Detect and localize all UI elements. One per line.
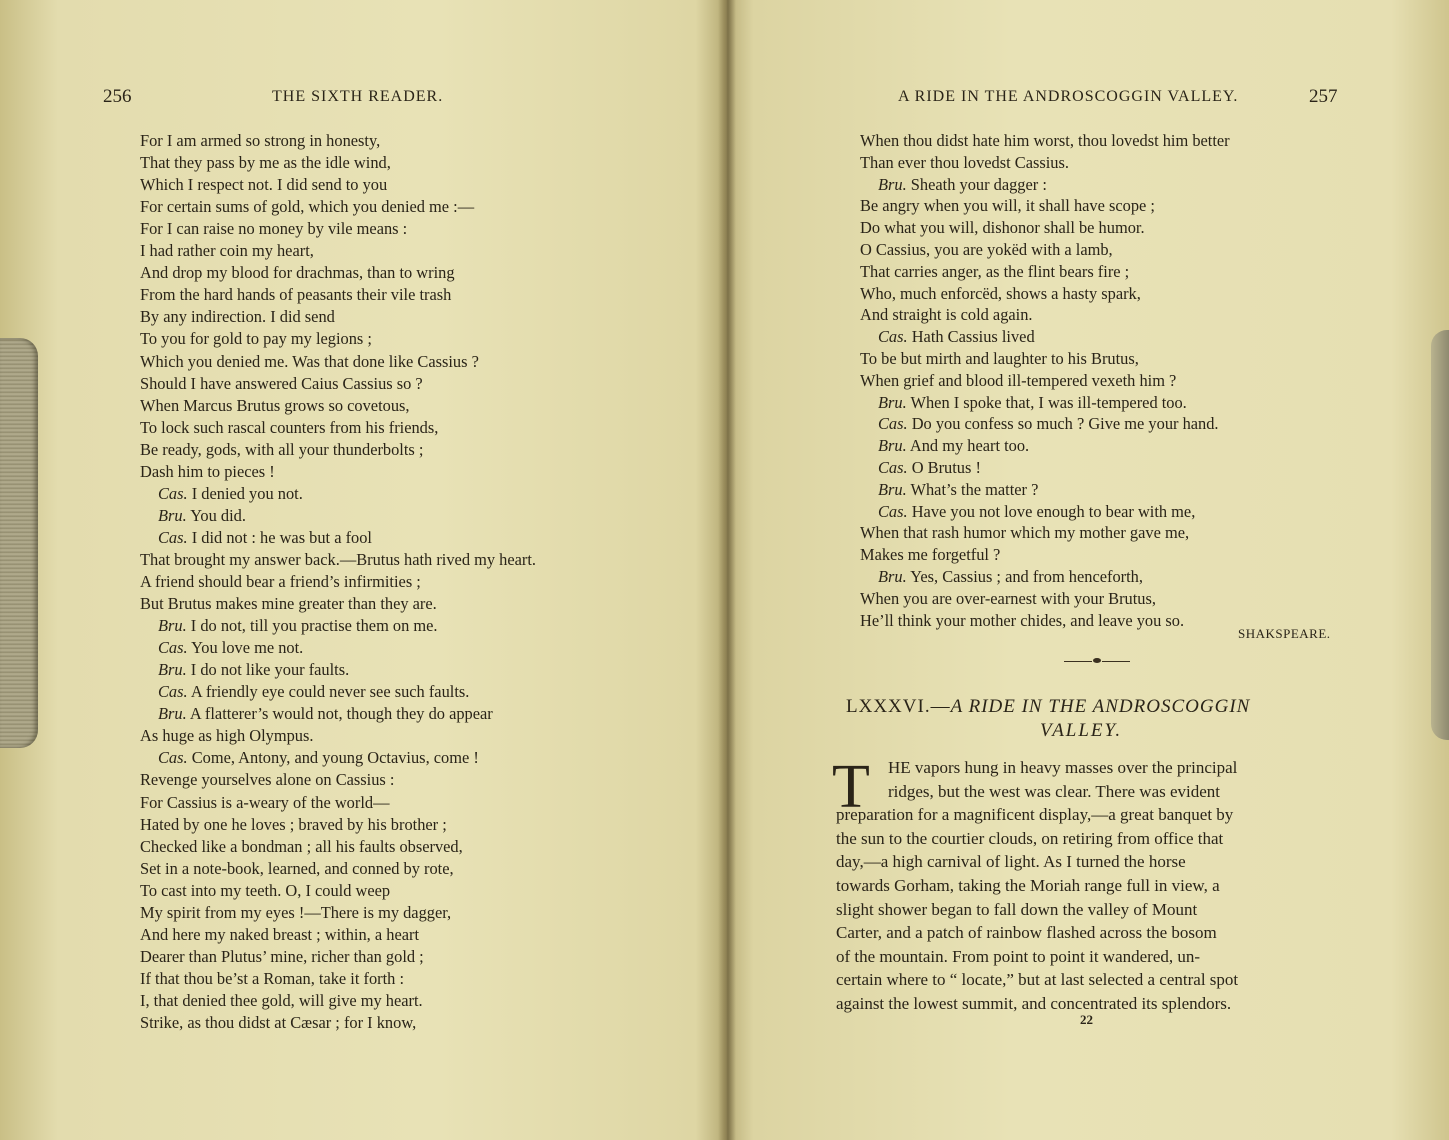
line-text: When thou didst hate him worst, thou lovedst him better <box>860 131 1230 150</box>
line-text: And here my naked breast ; within, a heart <box>140 924 420 944</box>
text-line <box>860 523 1189 543</box>
line-text: Do what you will, dishonor shall be humor. <box>860 218 1145 238</box>
speaker-label: Cas. <box>158 748 188 768</box>
speaker-label: Cas. <box>158 682 188 702</box>
line-text: For certain sums of gold, which you denied me :— <box>140 197 475 217</box>
text-line <box>140 881 390 901</box>
speaker-label: Cas. <box>878 501 908 521</box>
line-text: Who, much enforcëd, shows a hasty spark, <box>860 283 1141 303</box>
text-line <box>878 414 1219 434</box>
text-line <box>140 770 394 790</box>
text-line <box>860 545 1000 565</box>
text-line <box>140 329 372 349</box>
line-text: I do not like your faults. <box>190 660 350 680</box>
text-line <box>140 440 423 460</box>
line-text: Revenge yourselves alone on Cassius : <box>140 770 395 790</box>
text-line <box>878 393 1187 413</box>
speaker-label: Cas. <box>878 414 908 434</box>
line-text: For Cassius is a-weary of the world— <box>140 792 390 812</box>
prose-line: day,—a high carnival of light. As I turned the horse <box>836 852 1186 872</box>
text-line <box>140 903 451 923</box>
signature-mark: 22 <box>1080 1012 1093 1027</box>
prose-line: HE vapors hung in heavy masses over the principal <box>888 758 1238 777</box>
text-line <box>140 175 387 195</box>
page-number-left: 256 <box>103 86 132 107</box>
speaker-label: Bru. <box>878 567 907 586</box>
text-line <box>878 458 981 478</box>
line-text: Than ever thou lovedst Cassius. <box>860 152 1069 172</box>
text-line <box>140 263 455 283</box>
line-text: For I can raise no money by vile means : <box>140 219 408 239</box>
line-text: By any indirection. I did send <box>140 307 335 327</box>
text-line <box>140 352 479 372</box>
text-line <box>158 704 493 724</box>
text-line <box>140 572 421 592</box>
speaker-label: Bru. <box>878 392 907 412</box>
text-line <box>878 175 1047 195</box>
text-line <box>140 241 314 261</box>
line-text: When that rash humor which my mother gave me, <box>860 523 1190 543</box>
running-head-right: A RIDE IN THE ANDROSCOGGIN VALLEY. <box>898 88 1239 105</box>
line-text: Set in a note-book, learned, and conned by rote, <box>140 858 454 878</box>
text-line <box>878 567 1143 587</box>
line-text: Yes, Cassius ; and from henceforth, <box>910 567 1143 586</box>
prose-line: certain where to “ locate,” but at last selected a central spot <box>836 970 1239 990</box>
line-text: Do you confess so much ? Give me your hand. <box>911 414 1219 434</box>
text-line <box>140 1013 416 1033</box>
prose-line: Carter, and a patch of rainbow flashed across the bosom <box>836 923 1217 943</box>
text-line <box>140 153 391 173</box>
drop-cap: T <box>832 753 870 821</box>
chapter-heading <box>846 696 1250 718</box>
text-line <box>158 638 303 658</box>
line-text: Dash him to pieces ! <box>140 461 275 481</box>
chapter-title-line2: VALLEY. <box>1040 720 1123 741</box>
text-line <box>140 285 451 305</box>
line-text: I do not, till you practise them on me. <box>190 616 438 636</box>
line-text: If that thou be’st a Roman, take it forth : <box>140 968 405 988</box>
text-line <box>860 131 1230 151</box>
line-text: And drop my blood for drachmas, than to wring <box>140 263 455 283</box>
text-line <box>140 197 474 217</box>
text-line <box>140 925 419 945</box>
chapter-title-line1: A RIDE IN THE ANDROSCOGGIN <box>950 696 1251 717</box>
text-line <box>140 462 275 482</box>
line-text: A friend should bear a friend’s infirmities ; <box>140 572 421 591</box>
line-text: For I am armed so strong in honesty, <box>140 131 381 150</box>
text-line <box>140 793 389 813</box>
line-text: A friendly eye could never see such faults. <box>190 682 470 702</box>
speaker-label: Cas. <box>878 458 908 477</box>
text-line <box>140 219 407 239</box>
prose-line: preparation for a magnificent display,—a great banquet by <box>836 805 1234 825</box>
line-text: When Marcus Brutus grows so covetous, <box>140 395 410 415</box>
line-text: Be angry when you will, it shall have scope ; <box>860 196 1155 216</box>
speaker-label: Bru. <box>158 660 187 680</box>
prose-line: the sun to the courtier clouds, on retiring from office that <box>836 828 1224 848</box>
line-text: I, that denied thee gold, will give my heart. <box>140 990 423 1010</box>
text-line <box>878 436 1029 456</box>
prose-line: slight shower began to fall down the valley of Mount <box>836 899 1198 919</box>
line-text: To lock such rascal counters from his friends, <box>140 417 439 437</box>
attribution: SHAKSPEARE. <box>1238 626 1331 641</box>
text-line <box>878 480 1038 500</box>
line-text: That they pass by me as the idle wind, <box>140 153 391 173</box>
left-page <box>0 0 724 1140</box>
line-text: Makes me forgetful ? <box>860 545 1001 565</box>
line-text: O Brutus ! <box>911 458 981 477</box>
speaker-label: Cas. <box>158 483 188 503</box>
line-text: I had rather coin my heart, <box>140 241 314 261</box>
line-text: To be but mirth and laughter to his Brutus, <box>860 349 1139 368</box>
line-text: Strike, as thou didst at Cæsar ; for I know, <box>140 1013 417 1032</box>
text-line <box>860 589 1156 609</box>
text-line <box>140 594 437 614</box>
line-text: He’ll think your mother chides, and leave you so. <box>860 610 1185 630</box>
line-text: Which you denied me. Was that done like Cassius ? <box>140 351 479 371</box>
text-line <box>860 611 1184 631</box>
line-text: Dearer than Plutus’ mine, richer than gold ; <box>140 946 424 966</box>
text-line <box>140 131 380 151</box>
line-text: Hath Cassius lived <box>911 327 1035 347</box>
text-line <box>860 262 1129 282</box>
line-text: Sheath your dagger : <box>910 174 1047 194</box>
line-text: I denied you not. <box>191 483 303 503</box>
text-line <box>140 396 410 416</box>
text-line <box>860 218 1145 238</box>
text-line <box>140 947 424 967</box>
line-text: Checked like a bondman ; all his faults observed, <box>140 836 463 856</box>
speaker-label: Bru. <box>878 479 907 499</box>
running-head-left: THE SIXTH READER. <box>272 88 444 105</box>
line-text: Be ready, gods, with all your thunderbolts ; <box>140 439 424 459</box>
text-line <box>158 748 479 768</box>
text-line <box>140 374 423 394</box>
text-line <box>158 506 246 526</box>
text-line <box>860 240 1113 260</box>
chapter-number: LXXXVI.— <box>846 696 951 717</box>
prose-line: against the lowest summit, and concentrated its splendors. <box>836 994 1232 1013</box>
line-text: When grief and blood ill-tempered vexeth him ? <box>860 370 1177 390</box>
text-line <box>140 969 404 989</box>
text-line <box>158 616 438 636</box>
text-line <box>140 418 438 438</box>
text-line <box>140 726 313 746</box>
speaker-label: Cas. <box>158 638 188 658</box>
text-line <box>140 307 335 327</box>
speaker-label: Bru. <box>878 436 907 456</box>
speaker-label: Cas. <box>878 327 908 347</box>
text-line <box>158 682 469 702</box>
line-text: What’s the matter ? <box>910 479 1039 499</box>
text-line <box>860 196 1155 216</box>
text-line <box>860 153 1069 173</box>
line-text: I did not : he was but a fool <box>191 527 372 547</box>
text-line <box>140 815 447 835</box>
line-text: That carries anger, as the flint bears fire ; <box>860 261 1130 281</box>
speaker-label: Bru. <box>158 704 187 724</box>
text-line <box>140 550 536 570</box>
text-line <box>140 859 454 879</box>
page-number-right: 257 <box>1309 86 1338 107</box>
line-text: Have you not love enough to bear with me, <box>911 501 1196 521</box>
speaker-label: Bru. <box>878 174 907 194</box>
line-text: Hated by one he loves ; braved by his brother ; <box>140 814 447 834</box>
line-text: You love me not. <box>191 638 304 658</box>
line-text: A flatterer’s would not, though they do appear <box>189 704 493 724</box>
line-text: Come, Antony, and young Octavius, come ! <box>191 748 479 768</box>
text-line <box>860 284 1141 304</box>
text-line <box>158 660 349 680</box>
line-text: Which I respect not. I did send to you <box>140 175 388 195</box>
line-text: And straight is cold again. <box>860 305 1033 325</box>
text-line <box>878 327 1035 347</box>
line-text: Should I have answered Caius Cassius so ? <box>140 373 423 393</box>
prose-line: towards Gorham, taking the Moriah range full in view, a <box>836 876 1220 895</box>
text-line <box>878 502 1195 522</box>
line-text: To cast into my teeth. O, I could weep <box>140 880 391 900</box>
line-text: From the hard hands of peasants their vile trash <box>140 285 452 305</box>
line-text: As huge as high Olympus. <box>140 726 314 746</box>
text-line <box>158 484 303 504</box>
line-text: O Cassius, you are yokëd with a lamb, <box>860 240 1113 259</box>
speaker-label: Cas. <box>158 527 188 547</box>
line-text: When you are over-earnest with your Brutus, <box>860 588 1156 608</box>
prose-line: ridges, but the west was clear. There was evident <box>888 781 1221 801</box>
line-text: That brought my answer back.—Brutus hath rived my heart. <box>140 549 537 569</box>
text-line <box>860 305 1033 325</box>
speaker-label: Bru. <box>158 505 187 525</box>
prose-line: of the mountain. From point to point it wandered, un- <box>836 946 1201 966</box>
line-text: My spirit from my eyes !—There is my dagger, <box>140 902 452 922</box>
text-line <box>860 349 1139 369</box>
text-line <box>140 991 423 1011</box>
text-line <box>860 371 1176 391</box>
text-line <box>158 528 372 548</box>
text-line <box>140 837 463 857</box>
line-text: But Brutus makes mine greater than they are. <box>140 594 437 614</box>
line-text: To you for gold to pay my legions ; <box>140 329 372 349</box>
line-text: You did. <box>190 505 246 525</box>
speaker-label: Bru. <box>158 616 187 636</box>
section-ornament <box>1064 660 1130 664</box>
line-text: When I spoke that, I was ill-tempered too. <box>910 392 1187 412</box>
line-text: And my heart too. <box>909 436 1030 456</box>
